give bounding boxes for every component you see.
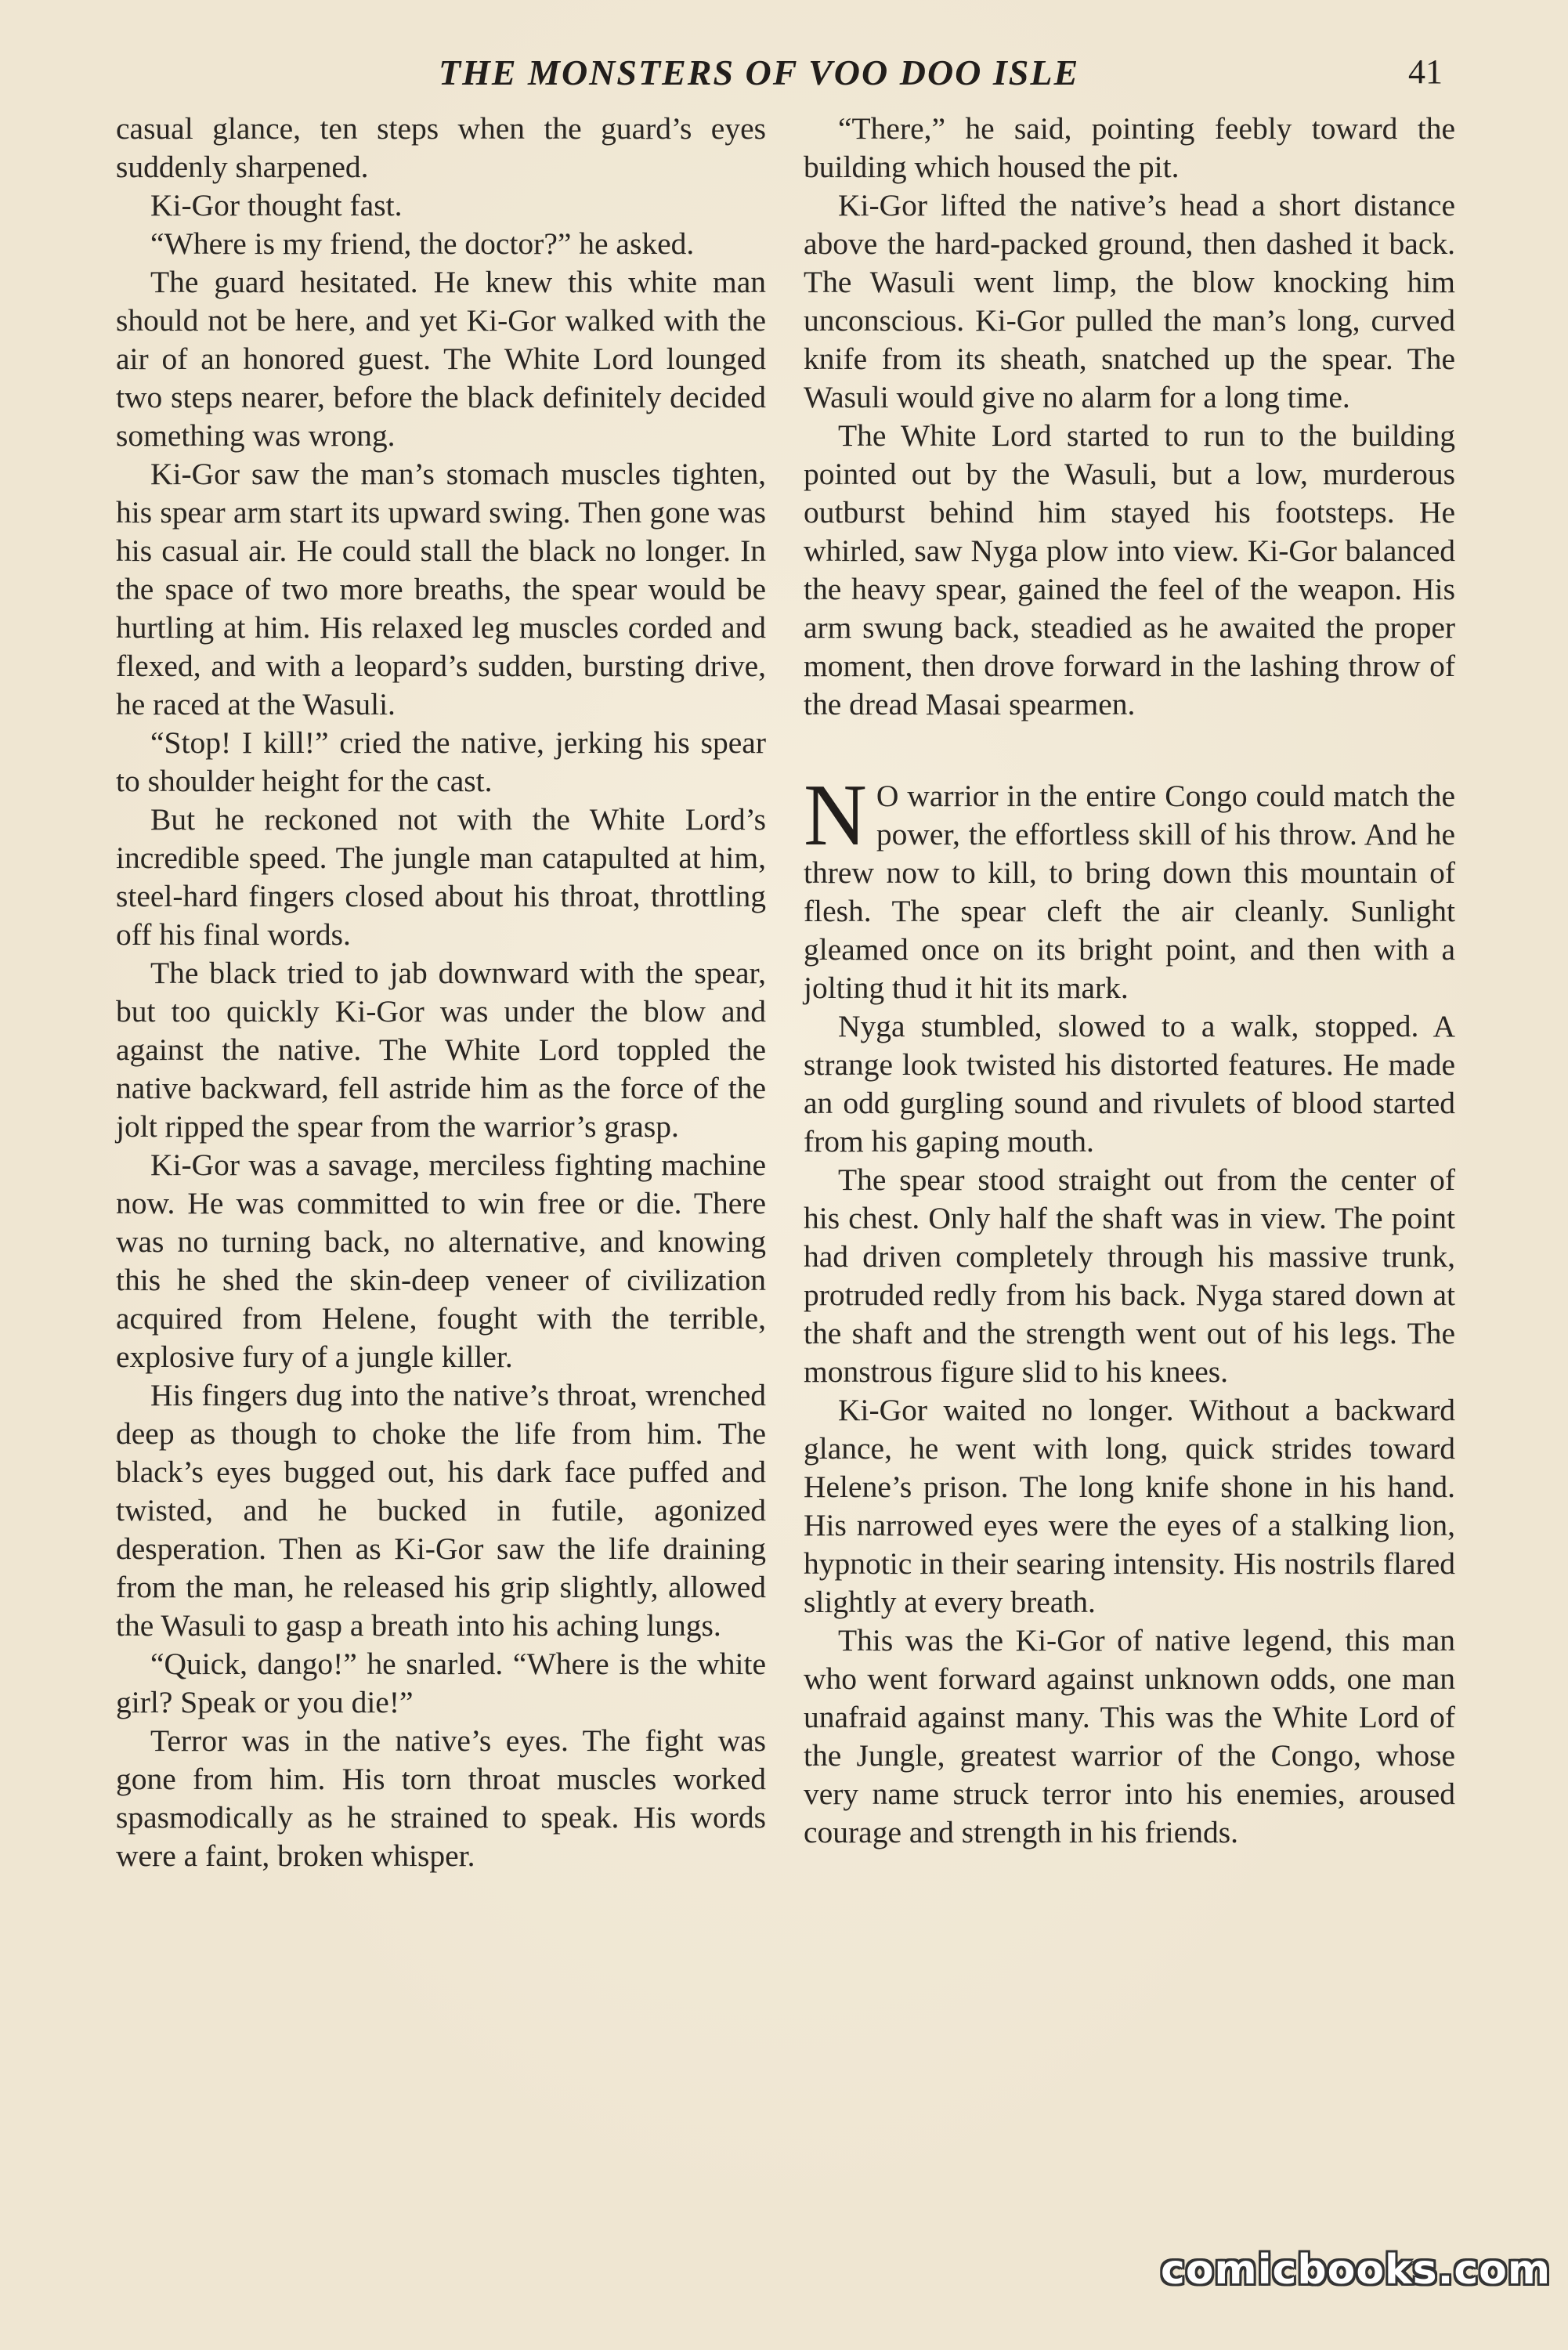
paragraph: Nyga stumbled, slowed to a walk, stopped. A strange look twisted his distorted features. He made an odd gurgling sound and rivulets of blood started from his gaping mouth. bbox=[804, 1009, 1455, 1159]
paragraph: “Where is my friend, the doctor?” he asked. bbox=[150, 226, 695, 261]
paragraph: casual glance, ten steps when the guard’s eyes suddenly sharpened. bbox=[116, 111, 766, 184]
paragraph: Ki-Gor lifted the native’s head a short distance above the hard-packed ground, then dashed it back. The Wasuli went limp, the blow knocking him unconscious. Ki-Gor pulled the man’s long, curved knife from its sheath, snatched up the spear. The Wasuli would give no alarm for a long time. bbox=[804, 188, 1455, 414]
paragraph: Ki-Gor saw the man’s stomach muscles tighten, his spear arm start its upward swing. Then gone was his casual air. He could stall the black no longer. In the space of two more breaths, the spear would be hurtling at him. His relaxed leg muscles corded and flexed, and with a leopard’s sudden, bursting drive, he raced at the Wasuli. bbox=[116, 457, 766, 721]
paragraph: “Quick, dango!” he snarled. “Where is the white girl? Speak or you die!” bbox=[116, 1647, 766, 1719]
dropcap-paragraph-text: O warrior in the entire Congo could match the power, the effortless skill of his throw. And he threw now to kill, to bring down this mountain of flesh. The spear cleft the air cleanly. Sunlight gleamed once on its bright point, and then with a jolting thud it hit its mark. bbox=[804, 779, 1455, 1005]
drop-cap: N bbox=[804, 767, 867, 864]
paragraph: The black tried to jab downward with the spear, but too quickly Ki-Gor was under the blow and against the native. The White Lord toppled the native backward, fell astride him as the force of the jolt ripped the spear from the warrior’s grasp. bbox=[116, 956, 766, 1144]
running-title: THE MONSTERS OF VOO DOO ISLE bbox=[439, 52, 1080, 92]
paragraph: Ki-Gor was a savage, merciless fighting machine now. He was committed to win free or die. There was no turning back, no alternative, and knowing this he shed the skin-deep veneer of civilization acquired from Helene, fought with the terrible, explosive fury of a jungle killer. bbox=[116, 1148, 766, 1374]
paragraph: The White Lord started to run to the building pointed out by the Wasuli, but a low, murderous outburst behind him stayed his footsteps. He whirled, saw Nyga plow into view. Ki-Gor balanced the heavy spear, gained the feel of the weapon. His arm swung back, steadied as he awaited the proper moment, then drove forward in the lashing throw of the dread Masai spearmen. bbox=[804, 418, 1455, 721]
watermark: comicbooks.com bbox=[1161, 2247, 1552, 2294]
paragraph: Terror was in the native’s eyes. The fight was gone from him. His torn throat muscles worked spasmodically as he strained to speak. His words were a faint, broken whisper. bbox=[116, 1723, 766, 1873]
paragraph: This was the Ki-Gor of native legend, this man who went forward against unknown odds, one man unafraid against many. This was the White Lord of the Jungle, greatest warrior of the Congo, whose very name struck terror into his enemies, aroused courage and strength in his friends. bbox=[804, 1623, 1455, 1849]
paragraph: The spear stood straight out from the center of his chest. Only half the shaft was in view. The point had driven completely through his massive trunk, protruded redly from his back. Nyga stared down at the shaft and the strength went out of his legs. The monstrous figure slid to his knees. bbox=[804, 1162, 1455, 1389]
paragraph: His fingers dug into the native’s throat, wrenched deep as though to choke the life from him. The black’s eyes bugged out, his dark face puffed and twisted, and he bucked in futile, agonized desperation. Then as Ki-Gor saw the life draining from the man, he released his grip slightly, allowed the Wasuli to gasp a breath into his aching lungs. bbox=[116, 1378, 766, 1643]
section-break bbox=[804, 724, 1455, 777]
paragraph: “There,” he said, pointing feebly toward the building which housed the pit. bbox=[804, 111, 1455, 184]
left-column bbox=[116, 110, 766, 1875]
paragraph: “Stop! I kill!” cried the native, jerking his spear to shoulder height for the cast. bbox=[116, 725, 766, 798]
page-number: 41 bbox=[1408, 52, 1443, 91]
paragraph: The guard hesitated. He knew this white man should not be here, and yet Ki-Gor walked with the air of an honored guest. The White Lord lounged two steps nearer, before the black definitely decided something was wrong. bbox=[116, 265, 766, 453]
running-head bbox=[0, 52, 1568, 99]
paragraph: But he reckoned not with the White Lord’s incredible speed. The jungle man catapulted at him, steel-hard fingers closed about his throat, throttling off his final words. bbox=[116, 802, 766, 952]
dropcap-paragraph bbox=[804, 767, 1455, 1007]
right-column bbox=[804, 110, 1455, 1852]
paragraph: Ki-Gor waited no longer. Without a backward glance, he went with long, quick strides toward Helene’s prison. The long knife shone in his hand. His narrowed eyes were the eyes of a stalking lion, hypnotic in their searing intensity. His nostrils flared slightly at every breath. bbox=[804, 1393, 1455, 1619]
paragraph: Ki-Gor thought fast. bbox=[150, 188, 403, 222]
